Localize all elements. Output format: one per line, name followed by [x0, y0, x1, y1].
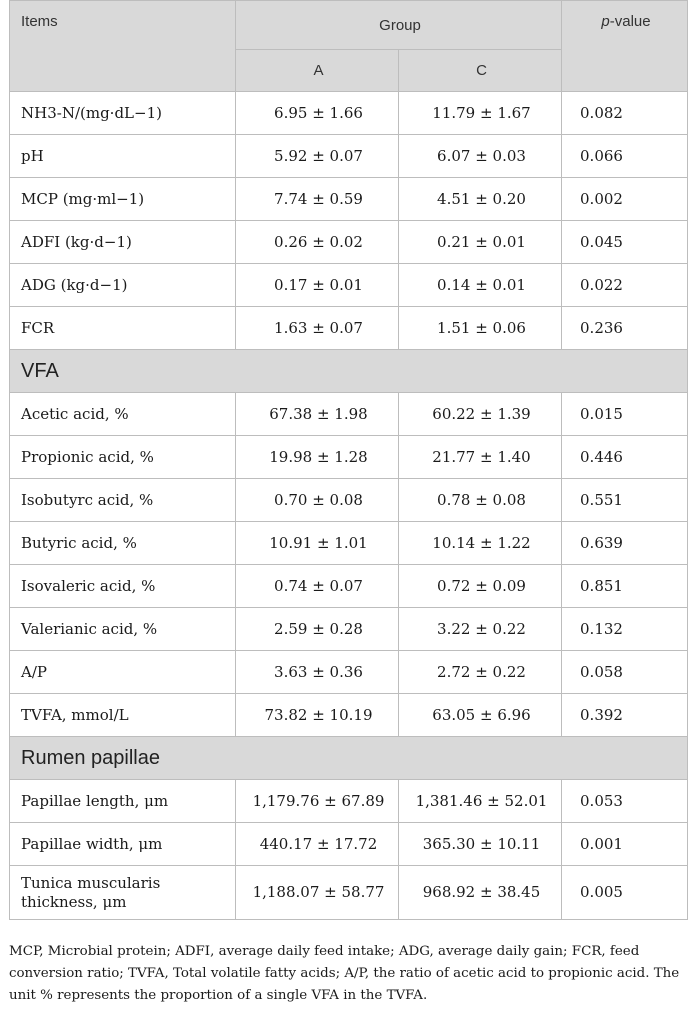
section-row-vfa — [10, 350, 688, 393]
header-items: Items — [10, 1, 236, 92]
table-row — [10, 436, 688, 479]
row-label: NH3-N/(mg·dL−1) — [10, 92, 236, 135]
row-label: Papillae width, μm — [10, 823, 236, 866]
value-c: 11.79 ± 1.67 — [399, 92, 562, 135]
table-row — [10, 522, 688, 565]
table-footnote: MCP, Microbial protein; ADFI, average daily feed intake; ADG, average daily gain; FCR, feed conversion ratio; TVFA, Total volatile fatty acids; A/P, the ratio of acetic acid to propionic acid. The unit % represents the proportion of a single VFA in the TVFA. — [9, 944, 680, 1003]
row-label: MCP (mg·ml−1) — [10, 178, 236, 221]
value-a: 1.63 ± 0.07 — [236, 307, 399, 350]
value-c: 10.14 ± 1.22 — [399, 522, 562, 565]
header-group-c: C — [399, 50, 562, 92]
table-row — [10, 780, 688, 823]
row-label: pH — [10, 135, 236, 178]
p-value: 0.015 — [562, 393, 688, 436]
row-label: Acetic acid, % — [10, 393, 236, 436]
value-c: 1,381.46 ± 52.01 — [399, 780, 562, 823]
row-label: Isobutyrc acid, % — [10, 479, 236, 522]
p-value: 0.446 — [562, 436, 688, 479]
table-row — [10, 221, 688, 264]
row-label: Butyric acid, % — [10, 522, 236, 565]
value-a: 3.63 ± 0.36 — [236, 651, 399, 694]
value-a: 0.17 ± 0.01 — [236, 264, 399, 307]
table-row — [10, 135, 688, 178]
value-a: 7.74 ± 0.59 — [236, 178, 399, 221]
header-group: Group — [236, 1, 562, 50]
p-value: 0.639 — [562, 522, 688, 565]
value-a: 19.98 ± 1.28 — [236, 436, 399, 479]
value-c: 6.07 ± 0.03 — [399, 135, 562, 178]
header-group-a: A — [236, 50, 399, 92]
row-label: Isovaleric acid, % — [10, 565, 236, 608]
value-a: 0.26 ± 0.02 — [236, 221, 399, 264]
p-value: 0.058 — [562, 651, 688, 694]
p-value: 0.551 — [562, 479, 688, 522]
p-value: 0.053 — [562, 780, 688, 823]
p-value: 0.001 — [562, 823, 688, 866]
value-c: 1.51 ± 0.06 — [399, 307, 562, 350]
table-row — [10, 92, 688, 135]
value-c: 3.22 ± 0.22 — [399, 608, 562, 651]
p-value: 0.132 — [562, 608, 688, 651]
p-value: 0.392 — [562, 694, 688, 737]
table-row — [10, 479, 688, 522]
table-row — [10, 866, 688, 920]
value-c: 0.14 ± 0.01 — [399, 264, 562, 307]
table-row — [10, 694, 688, 737]
value-c: 63.05 ± 6.96 — [399, 694, 562, 737]
table-header — [10, 1, 688, 92]
p-value: 0.005 — [562, 866, 688, 920]
value-a: 67.38 ± 1.98 — [236, 393, 399, 436]
table-row — [10, 608, 688, 651]
value-a: 0.74 ± 0.07 — [236, 565, 399, 608]
section-title: VFA — [10, 350, 688, 393]
value-a: 440.17 ± 17.72 — [236, 823, 399, 866]
value-c: 0.78 ± 0.08 — [399, 479, 562, 522]
p-value: 0.045 — [562, 221, 688, 264]
row-label: ADFI (kg·d−1) — [10, 221, 236, 264]
row-label: Valerianic acid, % — [10, 608, 236, 651]
value-a: 2.59 ± 0.28 — [236, 608, 399, 651]
value-a: 1,179.76 ± 67.89 — [236, 780, 399, 823]
results-table — [9, 0, 688, 920]
p-value: 0.022 — [562, 264, 688, 307]
value-c: 21.77 ± 1.40 — [399, 436, 562, 479]
value-c: 0.72 ± 0.09 — [399, 565, 562, 608]
value-a: 0.70 ± 0.08 — [236, 479, 399, 522]
row-label: A/P — [10, 651, 236, 694]
table-row — [10, 651, 688, 694]
value-a: 10.91 ± 1.01 — [236, 522, 399, 565]
table-row — [10, 264, 688, 307]
table-row — [10, 393, 688, 436]
table-row — [10, 565, 688, 608]
p-value: 0.236 — [562, 307, 688, 350]
value-c: 60.22 ± 1.39 — [399, 393, 562, 436]
value-c: 365.30 ± 10.11 — [399, 823, 562, 866]
row-label: Propionic acid, % — [10, 436, 236, 479]
value-c: 4.51 ± 0.20 — [399, 178, 562, 221]
table-row — [10, 307, 688, 350]
section-title: Rumen papillae — [10, 737, 688, 780]
value-c: 2.72 ± 0.22 — [399, 651, 562, 694]
value-c: 968.92 ± 38.45 — [399, 866, 562, 920]
value-c: 0.21 ± 0.01 — [399, 221, 562, 264]
row-label: Papillae length, μm — [10, 780, 236, 823]
p-value: 0.851 — [562, 565, 688, 608]
row-label: ADG (kg·d−1) — [10, 264, 236, 307]
value-a: 1,188.07 ± 58.77 — [236, 866, 399, 920]
value-a: 6.95 ± 1.66 — [236, 92, 399, 135]
p-value: 0.066 — [562, 135, 688, 178]
table-row — [10, 178, 688, 221]
section-row-rumen-papillae — [10, 737, 688, 780]
row-label: Tunica muscularis thickness, μm — [10, 866, 236, 920]
p-value: 0.002 — [562, 178, 688, 221]
table-row — [10, 823, 688, 866]
p-value: 0.082 — [562, 92, 688, 135]
row-label: FCR — [10, 307, 236, 350]
value-a: 5.92 ± 0.07 — [236, 135, 399, 178]
header-p-value: p-value — [562, 1, 688, 92]
value-a: 73.82 ± 10.19 — [236, 694, 399, 737]
row-label: TVFA, mmol/L — [10, 694, 236, 737]
table-body — [10, 92, 688, 920]
